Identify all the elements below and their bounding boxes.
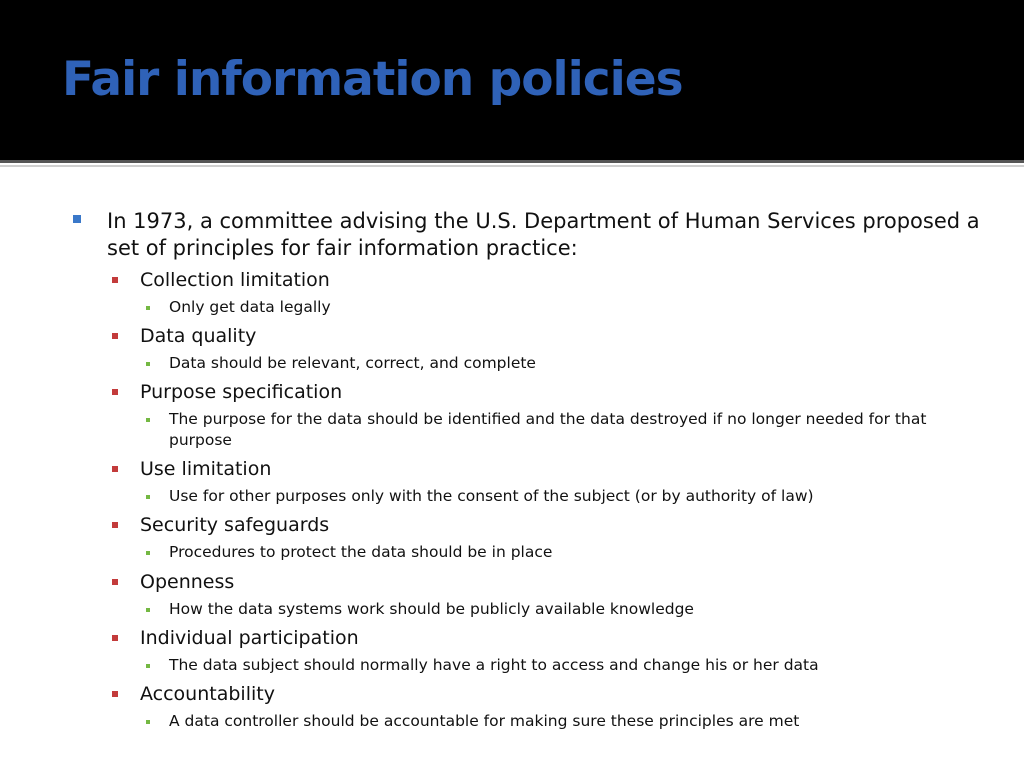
level3-bullet-icon — [146, 495, 150, 499]
principle-name: Use limitation — [140, 458, 272, 480]
level1-bullet-icon — [73, 215, 81, 223]
level2-bullet-icon — [112, 635, 118, 641]
principle-detail: A data controller should be accountable for making sure these principles are met — [169, 712, 800, 730]
principle-name: Data quality — [140, 325, 257, 347]
principle-name: Accountability — [140, 683, 275, 705]
slide-title: Fair information policies — [62, 52, 683, 107]
principle-detail: The data subject should normally have a right to access and change his or her data — [169, 656, 819, 674]
principle-name: Openness — [140, 571, 235, 593]
level2-bullet-icon — [112, 277, 118, 283]
intro-text: In 1973, a committee advising the U.S. Department of Human Services proposed a set of principles for fair information practice: — [107, 209, 980, 260]
principle-name: Purpose specification — [140, 381, 343, 403]
principle-detail: The purpose for the data should be identified and the data destroyed if no longer needed for that purpose — [169, 410, 927, 449]
level2-bullet-icon — [112, 333, 118, 339]
principle-detail: Use for other purposes only with the consent of the subject (or by authority of law) — [169, 487, 814, 505]
level3-bullet-icon — [146, 551, 150, 555]
principle-name: Collection limitation — [140, 269, 330, 291]
level3-bullet-icon — [146, 362, 150, 366]
principle-name: Security safeguards — [140, 514, 330, 536]
principle-detail: Only get data legally — [169, 298, 331, 316]
level2-bullet-icon — [112, 691, 118, 697]
level3-bullet-icon — [146, 664, 150, 668]
level2-bullet-icon — [112, 579, 118, 585]
level3-bullet-icon — [146, 306, 150, 310]
principle-detail: How the data systems work should be publicly available knowledge — [169, 600, 694, 618]
level3-bullet-icon — [146, 720, 150, 724]
level2-bullet-icon — [112, 466, 118, 472]
level2-bullet-icon — [112, 389, 118, 395]
principle-detail: Data should be relevant, correct, and complete — [169, 354, 536, 372]
principle-name: Individual participation — [140, 627, 359, 649]
level3-bullet-icon — [146, 418, 150, 422]
level3-bullet-icon — [146, 608, 150, 612]
principle-detail: Procedures to protect the data should be in place — [169, 543, 553, 561]
level2-bullet-icon — [112, 522, 118, 528]
